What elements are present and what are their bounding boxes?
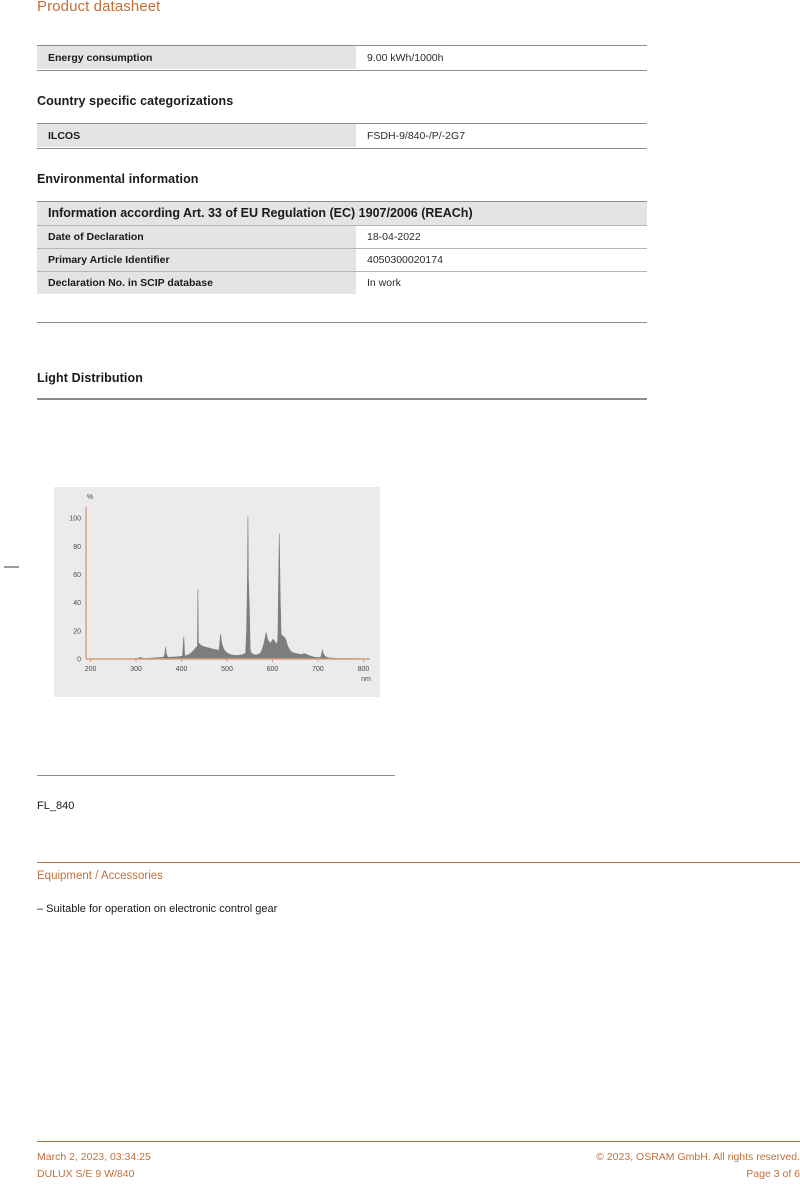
table-row — [37, 271, 647, 294]
svg-text:100: 100 — [69, 515, 81, 523]
spectral-distribution-chart — [54, 487, 380, 697]
table-row — [37, 124, 647, 147]
environmental-table-bottom-rule — [37, 322, 647, 323]
svg-text:400: 400 — [175, 666, 188, 673]
footer-rule — [37, 1141, 800, 1142]
row-label: Date of Declaration — [37, 225, 356, 248]
svg-text:nm: nm — [361, 676, 371, 683]
country-categorizations-table — [37, 124, 647, 147]
page-title: Product datasheet — [37, 0, 161, 15]
footer-product-name: DULUX S/E 9 W/840 — [37, 1168, 135, 1180]
footer-page-number: Page 3 of 6 — [746, 1168, 800, 1180]
environmental-information-table — [37, 202, 647, 294]
row-value: In work — [367, 276, 401, 289]
section-heading-equipment: Equipment / Accessories — [37, 870, 163, 882]
table-row — [37, 46, 647, 69]
equipment-rule — [37, 862, 800, 863]
light-distribution-rule — [37, 398, 647, 400]
chart-separator-rule — [37, 775, 395, 776]
chart-caption: FL_840 — [37, 800, 75, 812]
spectral-distribution-svg — [54, 487, 380, 697]
section-heading-environmental: Environmental information — [37, 172, 199, 186]
footer-copyright: © 2023, OSRAM GmbH. All rights reserved. — [596, 1151, 800, 1163]
row-value: 4050300020174 — [356, 248, 647, 271]
footer-timestamp: March 2, 2023, 03:34:25 — [37, 1151, 151, 1163]
row-value: 18-04-2022 — [356, 225, 647, 248]
row-value: 9.00 kWh/1000h — [367, 51, 444, 64]
svg-text:300: 300 — [130, 666, 142, 673]
svg-text:60: 60 — [73, 572, 81, 580]
row-label: Primary Article Identifier — [37, 248, 356, 271]
table-row — [37, 225, 647, 248]
energy-consumption-table — [37, 46, 647, 69]
row-value: FSDH-9/840-/P/-2G7 — [367, 129, 466, 142]
table-header-row — [37, 202, 647, 225]
row-label: Energy consumption — [37, 46, 356, 69]
svg-text:200: 200 — [84, 666, 97, 673]
country-table-bottom-rule — [37, 148, 647, 149]
svg-text:%: % — [86, 494, 94, 501]
crop-mark — [4, 566, 19, 568]
svg-text:20: 20 — [73, 628, 81, 636]
svg-text:0: 0 — [77, 656, 81, 664]
row-label: Declaration No. in SCIP database — [37, 271, 356, 294]
svg-text:600: 600 — [266, 666, 279, 673]
list-item: – Suitable for operation on electronic control gear — [37, 903, 278, 915]
section-heading-light-distribution: Light Distribution — [37, 371, 143, 385]
energy-table-bottom-rule — [37, 70, 647, 71]
svg-text:500: 500 — [221, 666, 233, 673]
reach-header-label: Information according Art. 33 of EU Regulation (EC) 1907/2006 (REACh) — [37, 202, 647, 225]
svg-text:40: 40 — [73, 600, 81, 608]
table-row — [37, 248, 647, 271]
svg-text:700: 700 — [312, 666, 324, 673]
svg-text:80: 80 — [73, 543, 81, 551]
row-label: ILCOS — [37, 124, 356, 147]
section-heading-country: Country specific categorizations — [37, 94, 234, 108]
svg-text:800: 800 — [357, 666, 370, 673]
